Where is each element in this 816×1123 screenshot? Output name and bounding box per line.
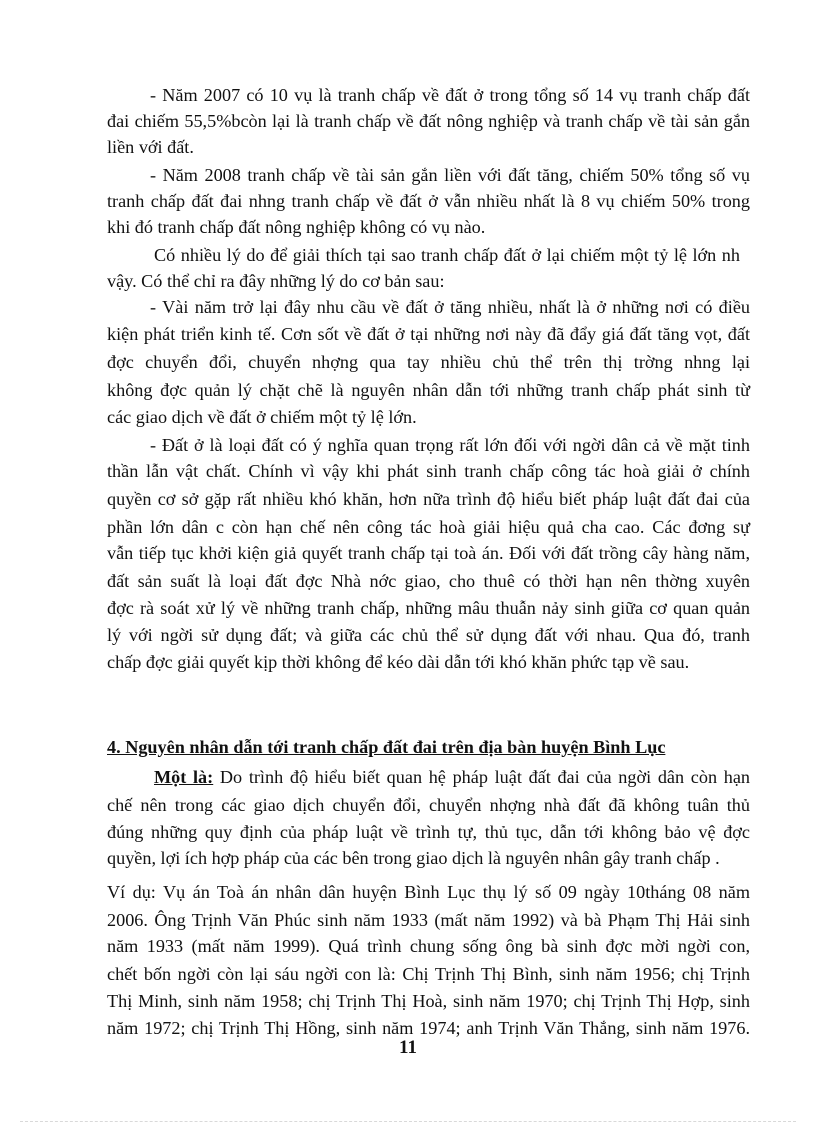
paragraph-5-line-8: lý với ngời sử dụng đất; và giữa các chủ thể sử dụng đất với nhau. Qua đó, tranh: [107, 625, 750, 645]
example-line-3: năm 1933 (mất năm 1999). Quá trình chung sống ông bà sinh đợc mời ngời con,: [107, 936, 750, 956]
example-line-5: Thị Minh, sinh năm 1958; chị Trịnh Thị Hoà, sinh năm 1970; chị Trịnh Thị Hợp, sinh: [107, 991, 750, 1011]
paragraph-2-line-1: - Năm 2008 tranh chấp về tài sản gắn liền với đất tăng, chiếm 50% tổng số vụ: [150, 165, 750, 185]
reason-one-line-1: [154, 765, 750, 789]
page-bottom-divider: [20, 1121, 796, 1122]
example-line-1: Ví dụ: Vụ án Toà án nhân dân huyện Bình Lục thụ lý số 09 ngày 10tháng 08 năm: [107, 882, 750, 902]
example-line-2: 2006. Ông Trịnh Văn Phúc sinh năm 1933 (mất năm 1992) và bà Phạm Thị Hải sinh: [107, 910, 750, 930]
paragraph-5-line-3: quyền cơ sở gặp rất nhiều khó khăn, hơn nữa trình độ hiểu biết pháp luật đất đai của: [107, 489, 750, 509]
paragraph-4-line-3: đợc chuyển đổi, chuyển nhợng qua tay nhiều chủ thể trên thị trờng nhng lại: [107, 352, 750, 372]
paragraph-4-line-1: - Vài năm trở lại đây nhu cầu về đất ở tăng nhiều, nhất là ở những nơi có điều: [150, 297, 750, 317]
paragraph-5-line-4: phần lớn dân c còn hạn chế nên công tác hoà giải hiệu quả cha cao. Các đơng sự: [107, 517, 750, 537]
paragraph-2-line-3: khi đó tranh chấp đất nông nghiệp không có vụ nào.: [107, 217, 486, 237]
paragraph-5-line-2: thần lẫn vật chất. Chính vì vậy khi phát sinh tranh chấp công tác hoà giải ở chính: [107, 461, 750, 481]
paragraph-4-line-5: các giao dịch về đất ở chiếm một tỷ lệ lớn.: [107, 407, 417, 427]
paragraph-4-line-4: không đợc quản lý chặt chẽ là nguyên nhân dẫn tới những tranh chấp phát sinh từ: [107, 380, 750, 400]
paragraph-5-line-1: - Đất ở là loại đất có ý nghĩa quan trọng rất lớn đối với ngời dân cả về mặt tinh: [150, 435, 750, 455]
paragraph-3-line-1: Có nhiều lý do để giải thích tại sao tranh chấp đất ở lại chiếm một tỷ lệ lớn nh: [154, 245, 740, 265]
paragraph-5-line-5: vẫn tiếp tục khởi kiện giả quyết tranh chấp tại toà án. Đối với đất trồng cây hàng năm,: [107, 543, 750, 563]
paragraph-1-line-1: - Năm 2007 có 10 vụ là tranh chấp về đất ở trong tổng số 14 vụ tranh chấp đất: [150, 85, 750, 105]
paragraph-3-line-2: vậy. Có thể chỉ ra đây những lý do cơ bản sau:: [107, 271, 445, 291]
reason-one-line-3: đúng những quy định của pháp luật về trình tự, thủ tục, dẫn tới không bảo vệ đợc: [107, 822, 750, 842]
reason-one-label: Một là:: [154, 767, 214, 787]
paragraph-2-line-2: tranh chấp đất đai nhng tranh chấp về đất ở vẫn nhiều nhất là 8 vụ chiếm 50% trong: [107, 191, 750, 211]
example-line-6: năm 1972; chị Trịnh Thị Hồng, sinh năm 1974; anh Trịnh Văn Thắng, sinh năm 1976.: [107, 1018, 750, 1038]
reason-one-text: Do trình độ hiểu biết quan hệ pháp luật đất đai của ngời dân còn hạn: [213, 767, 750, 787]
paragraph-5-line-7: đợc rà soát xử lý về những tranh chấp, những mâu thuẫn nảy sinh giữa cơ quan quản: [107, 598, 750, 618]
paragraph-4-line-2: kiện phát triển kinh tế. Cơn sốt về đất ở tại những nơi này đã đẩy giá đất tăng vọt, đất: [107, 324, 750, 344]
example-line-4: chết bốn ngời còn lại sáu ngời con là: Chị Trịnh Thị Bình, sinh năm 1956; chị Trịnh: [107, 964, 750, 984]
paragraph-5-line-9: chấp đợc giải quyết kịp thời không để kéo dài dẫn tới khó khăn phức tạp về sau.: [107, 652, 690, 672]
paragraph-1-line-2: đai chiếm 55,5%bcòn lại là tranh chấp về đất nông nghiệp và tranh chấp về tài sản gắn: [107, 111, 750, 131]
reason-one-line-2: chế nên trong các giao dịch chuyển đổi, chuyển nhợng nhà đất đã không tuân thủ: [107, 795, 750, 815]
section-heading: 4. Nguyên nhân dẫn tới tranh chấp đất đai trên địa bàn huyện Bình Lục: [107, 737, 666, 757]
page-number: 11: [399, 1037, 417, 1058]
reason-one-line-4: quyền, lợi ích hợp pháp của các bên trong giao dịch là nguyên nhân gây tranh chấp .: [107, 848, 720, 868]
paragraph-1-line-3: liền với đất.: [107, 137, 194, 157]
paragraph-5-line-6: đất sản suất là loại đất đợc Nhà nớc giao, cho thuê có thời hạn nên thờng xuyên: [107, 571, 750, 591]
